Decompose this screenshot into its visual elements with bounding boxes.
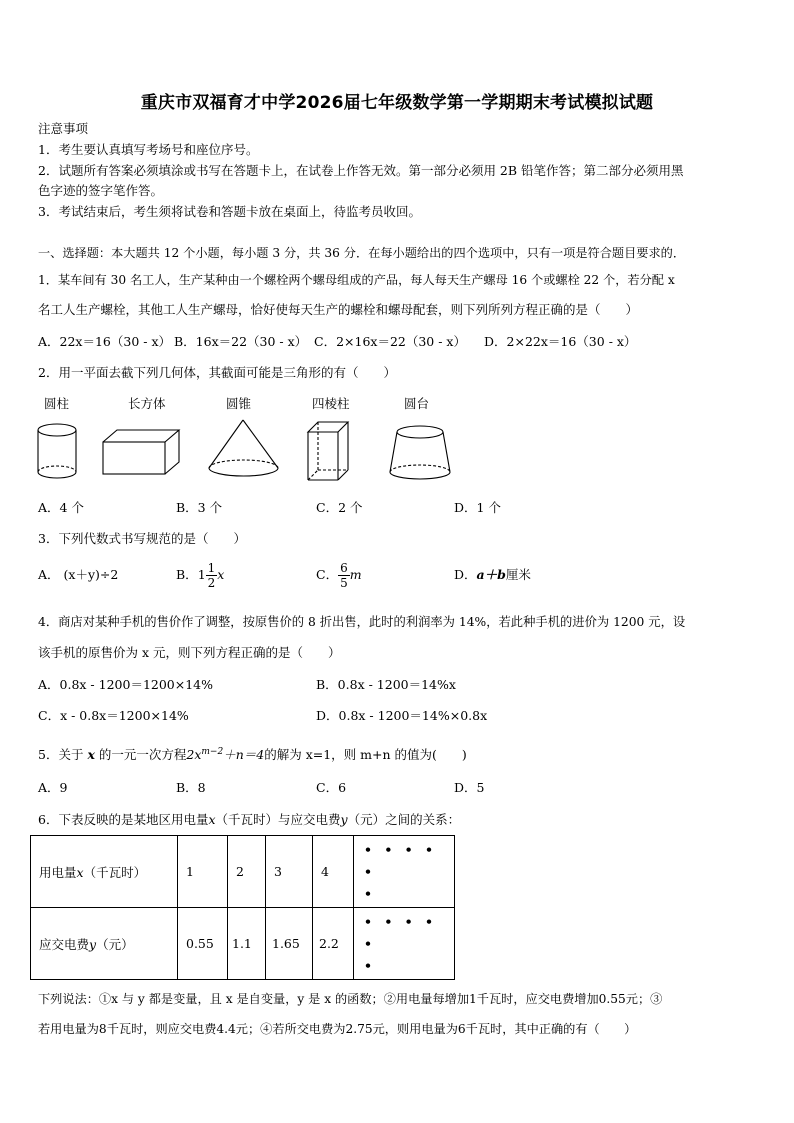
ellipsis-dots: • [364,885,376,901]
solids-figure [0,410,794,490]
table-cell: 0.55 [178,908,228,980]
q4-option-d: D．0.8x - 1200＝14%×0.8x [316,708,488,723]
cuboid-shape [103,430,179,474]
q5-eq-a: 2x [186,747,202,763]
q4-option-a: A．0.8x - 1200＝1200×14% [38,677,214,692]
electricity-table [30,835,455,980]
table-head-fee-b: （元） [96,936,134,952]
q5-stem [38,744,467,763]
ellipsis-dots: • [364,957,376,973]
q3-option-c [316,560,362,590]
shape-label-cuboid: 长方体 [128,396,166,411]
q5-option-a: A．9 [38,780,68,795]
q3-option-a-expr: (x＋y)÷2 [63,567,119,582]
q4-option-b: B．0.8x - 1200＝14%x [316,677,456,692]
table-head-usage [31,836,178,908]
q5-option-b: B．8 [176,780,206,795]
q2-option-d: D．1 个 [454,500,501,515]
q5-option-c: C．6 [316,780,347,795]
shape-label-cylinder: 圆柱 [44,396,70,411]
prism-shape [308,422,348,480]
notice-item-2-cont: 色字迹的签字笔作答。 [38,183,164,198]
table-head-fee [31,908,178,980]
q3-option-b-var: x [217,567,225,582]
table-cell: 1.65 [266,908,313,980]
table-cell-ellipsis [354,836,455,908]
q6-stem-a: 6．下表反映的是某地区用电量 [38,812,209,827]
q3-option-b-label: B． [176,567,198,582]
q1-option-d: D．2×22x＝16（30 - x） [484,334,637,349]
q3-option-a [38,567,118,583]
q1-stem-line2: 名工人生产螺栓，其他工人生产螺母，恰好使每天生产的螺栓和螺母配套，则下列所列方程正确的是（ ） [38,302,639,317]
table-head-usage-x: x [76,864,84,880]
q1-option-c: C．2×16x＝22（30 - x） [314,334,466,349]
q6-statements-line2: 若用电量为8千瓦时，则应交电费4.4元；④若所交电费为2.75元，则用电量为6千瓦时，其中正确的有（ ） [38,1022,637,1036]
page-title: 重庆市双福育才中学2026届七年级数学第一学期期末考试模拟试题 [140,93,654,113]
q5-eq-b: ＋n＝4 [223,747,265,763]
table-cell: 4 [313,836,354,908]
q5-prefix: 5．关于 [38,747,88,763]
q3-option-d-unit: 厘米 [505,567,531,582]
q6-stem-b: （千瓦时）与应交电费 [215,812,341,827]
table-cell-ellipsis [354,908,455,980]
shape-label-cone: 圆锥 [226,396,252,411]
q3-option-c-fraction [338,561,350,590]
q3-option-a-label: A． [38,567,60,582]
q3-stem: 3．下列代数式书写规范的是（ ） [38,531,246,546]
q3-option-b-fraction [206,561,218,590]
q5-suffix: 的解为 x=1，则 m+n 的值为( ) [264,747,467,763]
q1-option-b: B．16x＝22（30 - x） [174,334,308,349]
q2-stem: 2．用一平面去截下列几何体，其截面可能是三角形的有（ ） [38,365,396,380]
cylinder-shape [38,424,76,478]
section-heading: 一、选择题：本大题共 12 个小题，每小题 3 分，共 36 分．在每小题给出的四个选项中，只有一项是符合题目要求的． [38,246,686,260]
q3-option-d [454,567,531,583]
notice-heading: 注意事项 [38,121,89,136]
notice-item-2: 2．试题所有答案必须填涂或书写在答题卡上，在试卷上作答无效。第一部分必须用 2B 铅笔作答；第二部分必须用黑 [38,163,684,178]
table-cell: 1 [178,836,228,908]
q3-option-c-numerator: 6 [340,561,348,575]
q3-option-b-denominator: 2 [207,576,216,590]
q6-stem [38,812,460,828]
q6-statements-line1: 下列说法：①x 与 y 都是变量，且 x 是自变量，y 是 x 的函数；②用电量每增加1千瓦时，应交电费增加0.55元；③ [38,992,663,1006]
table-cell: 2 [228,836,266,908]
notice-item-1: 1．考生要认真填写考场号和座位序号。 [38,142,259,157]
q4-stem-line2: 该手机的原售价为 x 元，则下列方程正确的是（ ） [38,645,341,660]
notice-item-3: 3．考试结束后，考生须将试卷和答题卡放在桌面上，待监考员收回。 [38,204,421,219]
frustum-shape [390,426,450,479]
q1-stem-line1: 1．某车间有 30 名工人，生产某种由一个螺栓两个螺母组成的产品，每人每天生产螺母 16 个或螺栓 22 个，若分配 x [38,273,675,287]
table-cell: 2.2 [313,908,354,980]
table-row [31,836,455,908]
q4-option-c: C．x - 0.8x＝1200×14% [38,708,189,723]
q6-stem-c: （元）之间的关系： [347,812,461,827]
q3-option-b-whole: 1 [197,567,206,582]
ellipsis-dots: • • • • • [364,841,438,879]
cone-shape [209,420,278,476]
q5-var: x [87,747,95,763]
q6-stem-y: y [340,812,348,827]
q6-stem-x: x [208,812,216,827]
q3-option-d-label: D． [454,567,477,582]
q2-option-c: C．2 个 [316,500,363,515]
table-cell: 1.1 [228,908,266,980]
table-row [31,908,455,980]
q3-option-c-label: C． [316,567,339,582]
shape-label-prism: 四棱柱 [312,396,350,411]
q4-stem-line1: 4．商店对某种手机的售价作了调整，按原售价的 8 折出售，此时的利润率为 14%，若此种手机的进价为 1200 元，设 [38,615,686,629]
q5-mid: 的一元一次方程 [94,747,187,763]
q3-option-b [176,560,224,590]
q3-option-b-numerator: 1 [207,561,216,575]
table-cell: 3 [266,836,313,908]
q5-eq-exp: m−2 [201,747,224,757]
shape-label-frustum: 圆台 [404,396,430,411]
q3-option-d-expr: a＋b [476,567,506,582]
q3-option-c-denominator: 5 [340,576,348,590]
table-head-fee-y: y [89,936,97,952]
q2-option-b: B．3 个 [176,500,223,515]
ellipsis-dots: • • • • • [364,913,438,951]
table-head-usage-b: （千瓦时） [83,864,147,880]
table-head-fee-a: 应交电费 [39,936,90,952]
q5-option-d: D．5 [454,780,485,795]
q1-option-a: A．22x＝16（30 - x） [38,334,172,349]
q2-option-a: A．4 个 [38,500,84,515]
table-head-usage-a: 用电量 [39,864,77,880]
q3-option-c-var: m [349,567,362,582]
